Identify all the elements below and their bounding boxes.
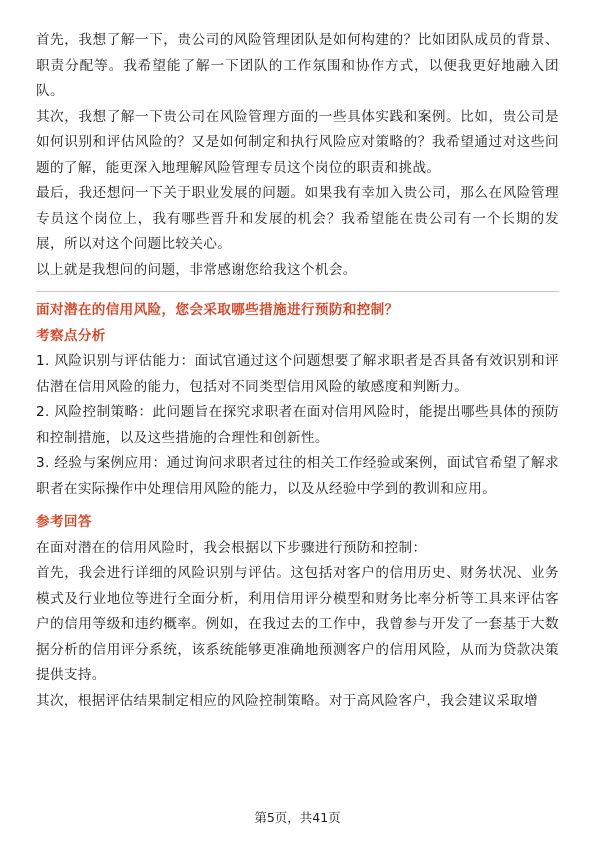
intro-paragraph-2: 其次，我想了解一下贵公司在风险管理方面的一些具体实践和案例。比如，贵公司是如何识别和评估风险的？又是如何制定和执行风险应对策略的？我希望通过对这些问题的了解，能更深入地理解风险管理专员这个岗位的职责和挑战。 <box>36 108 559 176</box>
intro-paragraph-4: 以上就是我想问的问题，非常感谢您给我这个机会。 <box>36 261 357 278</box>
analysis-point-3: 3. 经验与案例应用：通过询问求职者过往的相关工作经验或案例，面试官希望了解求职者在实际操作中处理信用风险的能力，以及从经验中学到的教训和应用。 <box>36 455 559 497</box>
question-heading: 面对潜在的信用风险，您会采取哪些措施进行预防和控制？ <box>36 302 399 318</box>
intro-paragraph-3: 最后，我还想问一下关于职业发展的问题。如果我有幸加入贵公司，那么在风险管理专员这个岗位上，我有哪些晋升和发展的机会？我希望能在贵公司有一个长期的发展，所以对这个问题比较关心。 <box>36 185 559 252</box>
answer-paragraph-2: 首先，我会进行详细的风险识别与评估。这包括对客户的信用历史、财务状况、业务模式及行业地位等进行全面分析，利用信用评分模型和财务比率分析等工具来评估客户的信用等级和违约概率。例如，在我过去的工作中，我曾参与开发了一套基于大数据分析的信用评分系统，该系统能够更准确地预测客户的信用风险，从而为贷款决策提供支持。 <box>36 565 559 683</box>
document-page <box>36 28 559 714</box>
analysis-heading: 考察点分析 <box>36 327 106 344</box>
answer-heading: 参考回答 <box>36 514 92 530</box>
answer-paragraph-1: 在面对潜在的信用风险时，我会根据以下步骤进行预防和控制： <box>36 539 427 556</box>
page-number-footer: 第5页，共41页 <box>254 810 341 825</box>
analysis-point-1: 1. 风险识别与评估能力：面试官通过这个问题想要了解求职者是否具备有效识别和评估潜在信用风险的能力，包括对不同类型信用风险的敏感度和判断力。 <box>36 353 559 395</box>
answer-paragraph-3: 其次，根据评估结果制定相应的风险控制策略。对于高风险客户，我会建议采取增 <box>36 692 538 709</box>
spacer <box>36 502 559 510</box>
intro-paragraph-1: 首先，我想了解一下，贵公司的风险管理团队是如何构建的？比如团队成员的背景、职责分配等。我希望能了解一下团队的工作氛围和协作方式，以便我更好地融入团队。 <box>36 32 559 99</box>
analysis-point-2: 2. 风险控制策略：此问题旨在探究求职者在面对信用风险时，能提出哪些具体的预防和控制措施，以及这些措施的合理性和创新性。 <box>36 404 559 446</box>
section-divider <box>36 291 559 292</box>
